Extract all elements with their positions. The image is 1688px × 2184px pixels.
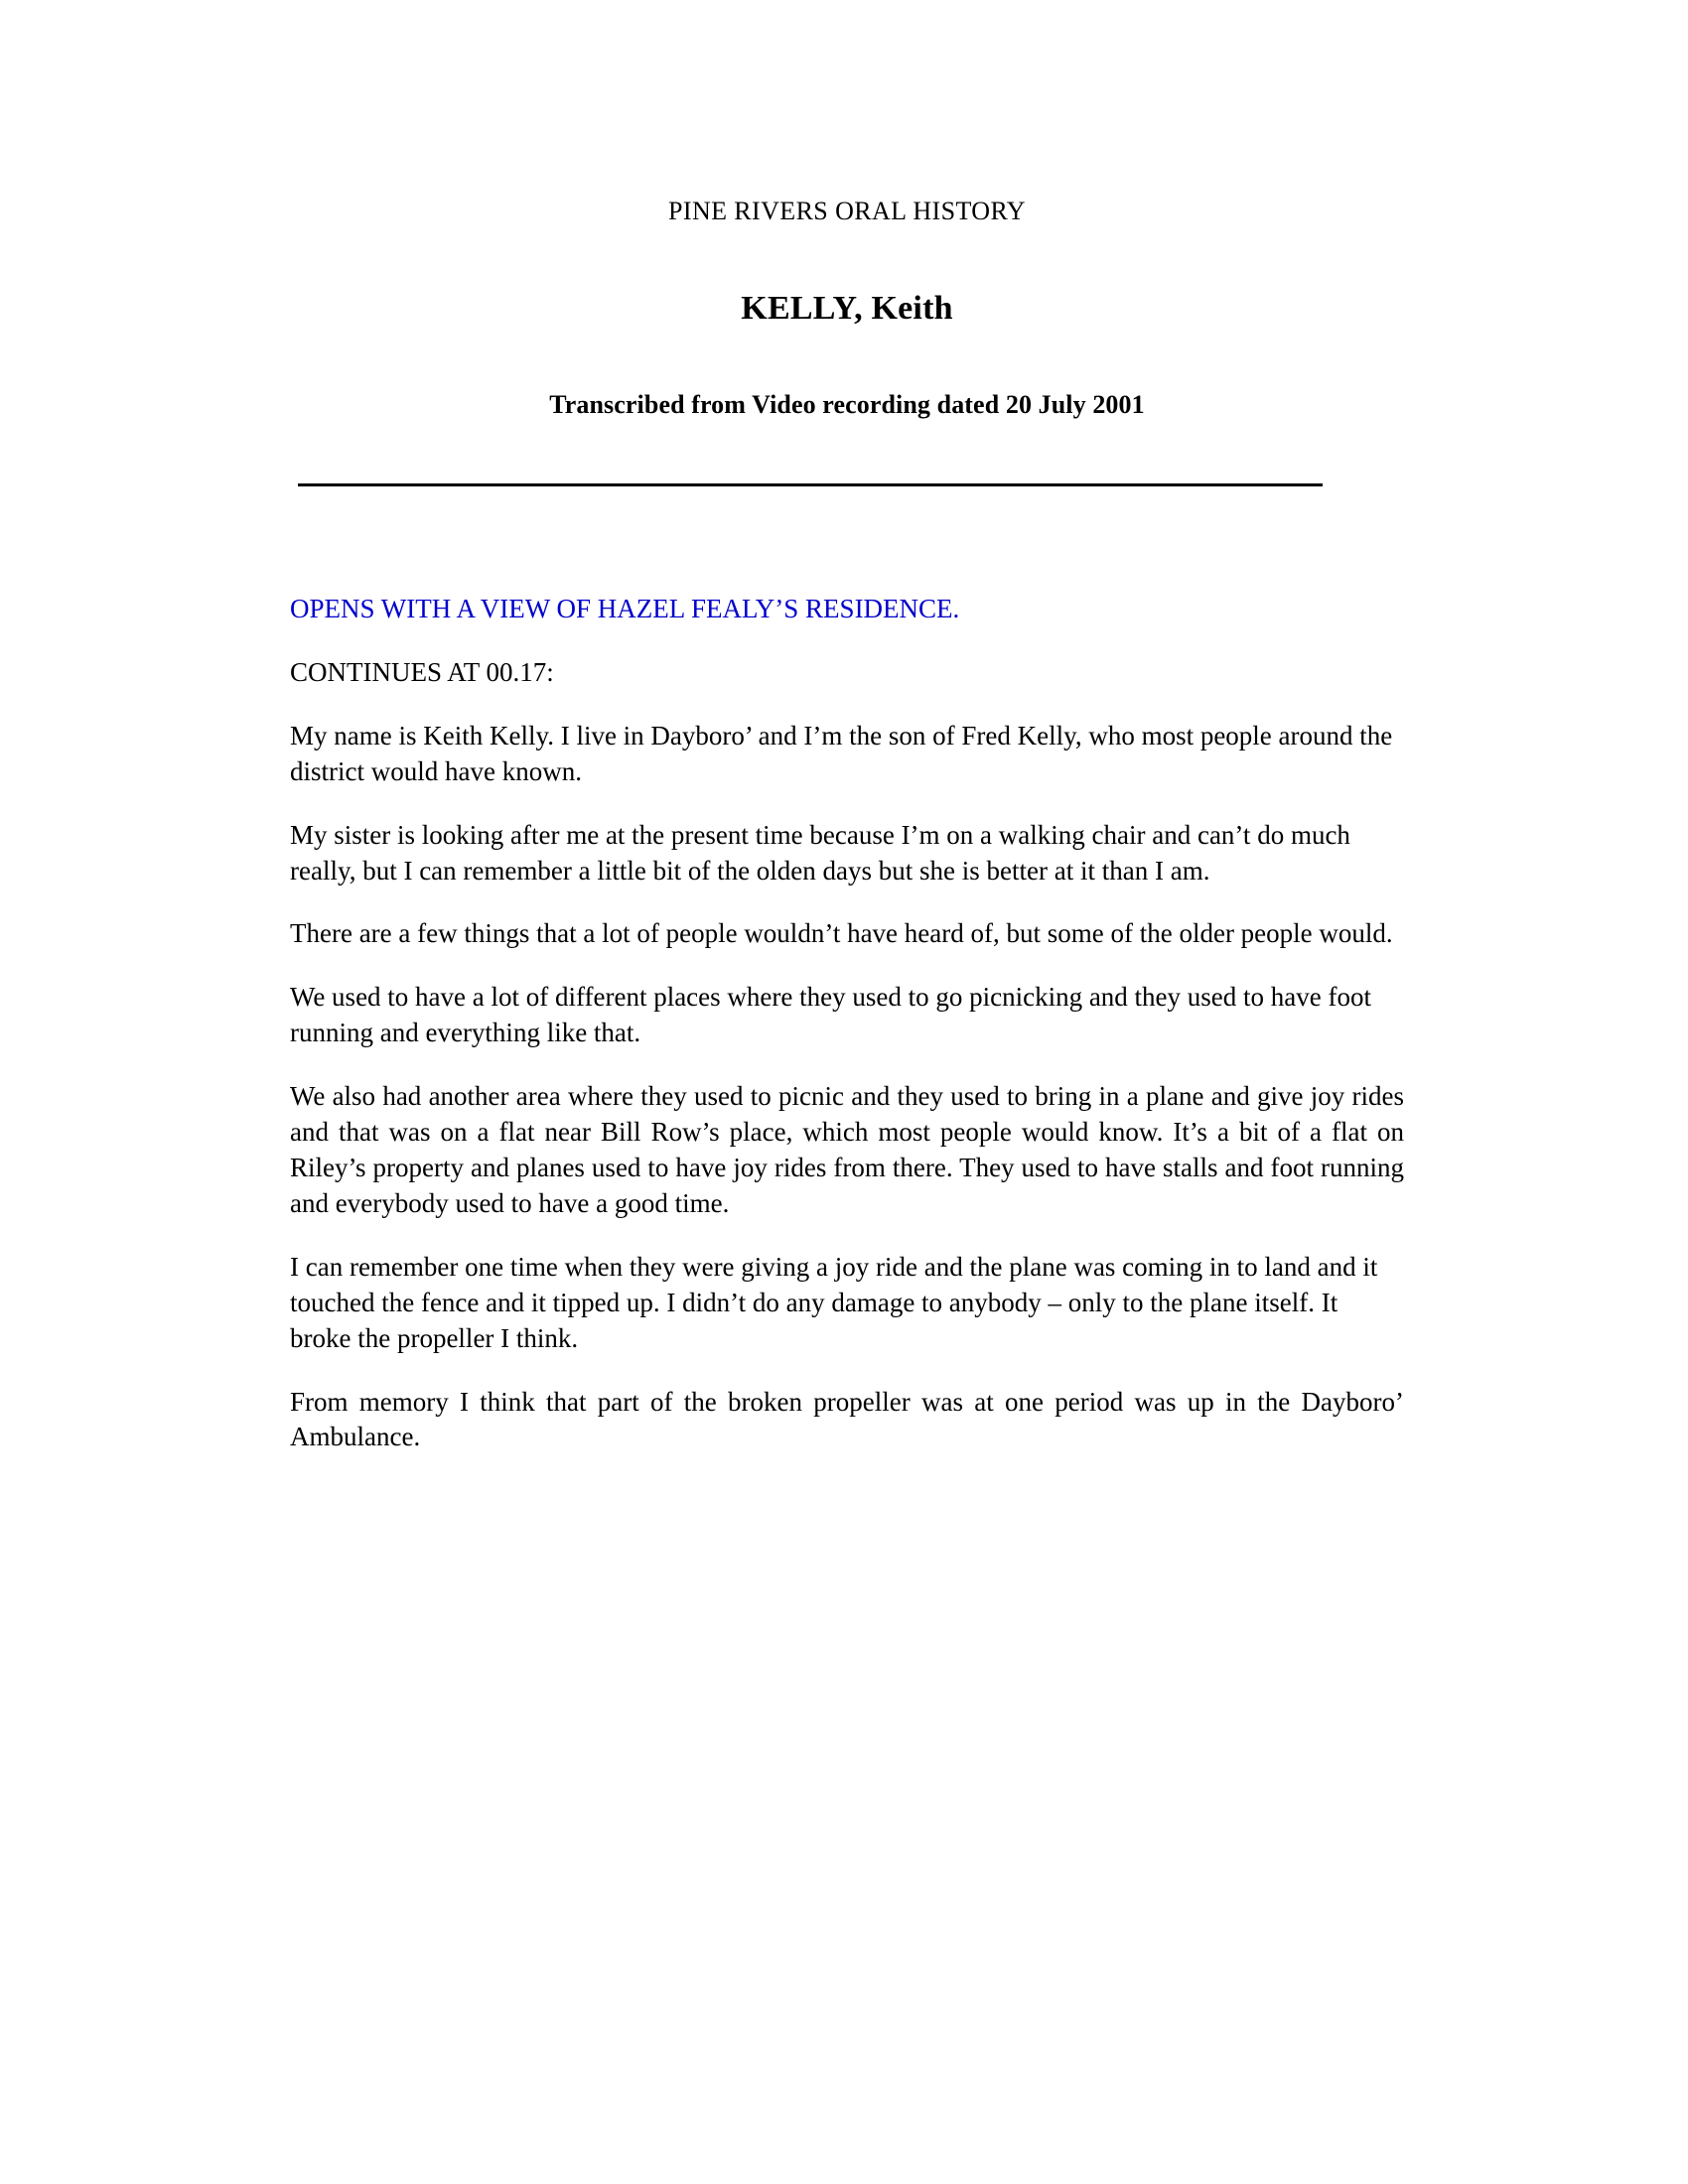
transcript-paragraph: My sister is looking after me at the present time because I’m on a walking chair and can’t do much really, but I can remember a little bit of the olden days but she is better at it than I am.	[290, 819, 1350, 886]
transcript-paragraph: From memory I think that part of the broken propeller was at one period was up in the Dayboro’ Ambulance.	[290, 1386, 1404, 1452]
document-header	[290, 0, 1404, 420]
page-title: KELLY, Keith	[741, 290, 953, 327]
divider-container	[290, 420, 1404, 486]
transcript-paragraph: We used to have a lot of different places where they used to go picnicking and they used to have foot running and everything like that.	[290, 982, 1371, 1048]
transcription-note: Transcribed from Video recording dated 20 July 2001	[549, 390, 1145, 419]
transcript-paragraph: I can remember one time when they were giving a joy ride and the plane was coming in to land and it touched the fence and it tipped up. I didn’t do any damage to anybody – only to the plane itself. It broke the propeller I think.	[290, 1251, 1378, 1353]
transcript-body	[290, 494, 1404, 1455]
timecode-line: CONTINUES AT 00.17:	[290, 656, 554, 687]
header-divider	[298, 483, 1323, 486]
page-content	[290, 0, 1404, 1483]
transcript-paragraph: There are a few things that a lot of people wouldn’t have heard of, but some of the older people would.	[290, 918, 1393, 949]
transcript-paragraph: We also had another area where they used to picnic and they used to bring in a plane and give joy rides and that was on a flat near Bill Row’s place, which most people would know. It’s a bit of a flat on Riley’s property and planes used to have joy rides from there. They used to have stalls and foot running and everybody used to have a good time.	[290, 1081, 1404, 1218]
scene-cue-line: OPENS WITH A VIEW OF HAZEL FEALY’S RESIDENCE.	[290, 594, 960, 623]
series-title: PINE RIVERS ORAL HISTORY	[668, 197, 1026, 225]
transcript-paragraph: My name is Keith Kelly. I live in Dayboro’ and I’m the son of Fred Kelly, who most people around the district would have known.	[290, 720, 1393, 786]
